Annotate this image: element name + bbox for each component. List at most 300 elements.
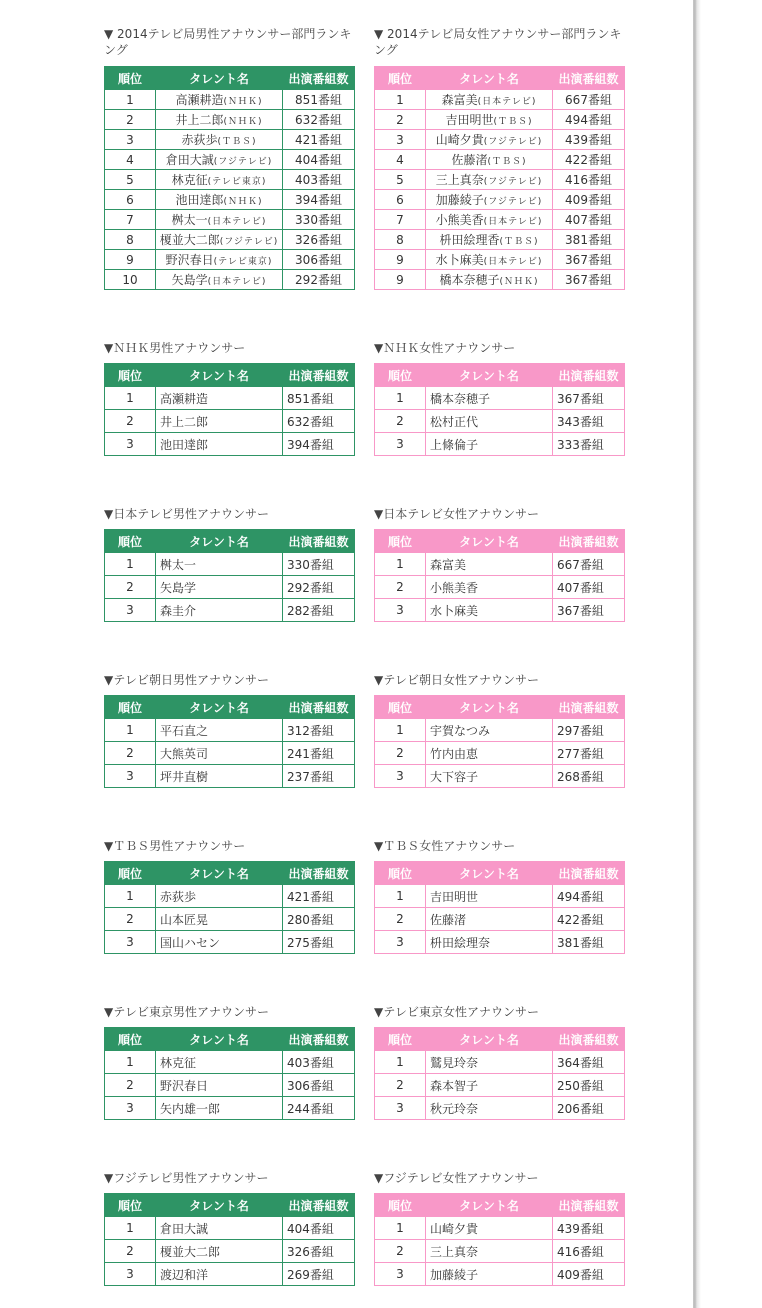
announcer-name: 枡田絵理香: [439, 233, 500, 247]
table-header-row: [375, 1028, 625, 1051]
name-cell: [156, 170, 283, 190]
announcer-name: 榎並大二郎: [160, 1244, 221, 1259]
announcer-name: 池田達郎: [160, 437, 209, 452]
table-row: [105, 765, 355, 788]
table-row: [105, 576, 355, 599]
rank-cell: 3: [375, 931, 426, 954]
header-count: 出演番組数: [283, 1194, 355, 1217]
table-row: [375, 1097, 625, 1120]
header-count: 出演番組数: [283, 862, 355, 885]
header-name: タレント名: [426, 530, 553, 553]
header-rank: 順位: [105, 530, 156, 553]
male-ranking-block: [104, 1170, 354, 1282]
female-ranking-title: ▼フジテレビ女性アナウンサー: [374, 1171, 539, 1185]
network-label: (ＮＨＫ): [223, 197, 263, 207]
name-cell: [156, 765, 283, 788]
network-label: (テレビ東京): [213, 257, 273, 267]
rank-cell: 1: [105, 1217, 156, 1240]
female-ranking-table: [374, 695, 625, 788]
table-row: [105, 250, 355, 270]
rank-cell: 9: [375, 250, 426, 270]
count-cell: 422番組: [553, 150, 625, 170]
announcer-name: 倉田大誠: [165, 153, 214, 167]
network-label: (日本テレビ): [207, 277, 267, 287]
rank-cell: 4: [105, 150, 156, 170]
name-cell: [426, 1263, 553, 1286]
name-cell: [156, 270, 283, 290]
name-cell: [156, 1097, 283, 1120]
rank-cell: 2: [375, 576, 426, 599]
male-ranking-table: [104, 1193, 355, 1286]
name-cell: [426, 1217, 553, 1240]
male-ranking-title: ▼テレビ東京男性アナウンサー: [104, 1005, 269, 1019]
table-row: [375, 719, 625, 742]
rank-cell: 1: [105, 387, 156, 410]
rank-cell: 1: [105, 719, 156, 742]
count-cell: 280番組: [283, 908, 355, 931]
male-ranking-table: [104, 363, 355, 456]
announcer-name: 大下容子: [430, 769, 479, 784]
count-cell: 439番組: [553, 1217, 625, 1240]
female-ranking-table: [374, 861, 625, 954]
header-count: 出演番組数: [283, 1028, 355, 1051]
count-cell: 421番組: [283, 885, 355, 908]
count-cell: 439番組: [553, 130, 625, 150]
count-cell: 326番組: [283, 230, 355, 250]
name-cell: [156, 553, 283, 576]
name-cell: [156, 230, 283, 250]
count-cell: 292番組: [283, 270, 355, 290]
header-rank: 順位: [105, 364, 156, 387]
name-cell: [156, 1240, 283, 1263]
rank-cell: 1: [375, 1051, 426, 1074]
male-ranking-title: ▼ 2014テレビ局男性アナウンサー部門ランキング: [104, 27, 352, 57]
count-cell: 367番組: [553, 250, 625, 270]
count-cell: 269番組: [283, 1263, 355, 1286]
name-cell: [426, 1074, 553, 1097]
network-label: (ＴＢＳ): [499, 237, 539, 247]
count-cell: 367番組: [553, 270, 625, 290]
count-cell: 326番組: [283, 1240, 355, 1263]
count-cell: 394番組: [283, 433, 355, 456]
rank-cell: 7: [105, 210, 156, 230]
count-cell: 851番組: [283, 90, 355, 110]
count-cell: 416番組: [553, 1240, 625, 1263]
table-header-row: [105, 862, 355, 885]
rank-cell: 10: [105, 270, 156, 290]
rank-cell: 3: [105, 130, 156, 150]
table-row: [375, 1074, 625, 1097]
page-edge-shadow: [693, 0, 701, 1308]
rank-cell: 1: [105, 1051, 156, 1074]
table-row: [105, 742, 355, 765]
announcer-name: 森富美: [441, 93, 478, 107]
rank-cell: 5: [375, 170, 426, 190]
male-ranking-table: [104, 861, 355, 954]
male-ranking-title: ▼日本テレビ男性アナウンサー: [104, 507, 269, 521]
name-cell: [156, 576, 283, 599]
rank-cell: 1: [105, 885, 156, 908]
table-row: [375, 433, 625, 456]
count-cell: 241番組: [283, 742, 355, 765]
male-ranking-block: [104, 340, 354, 452]
table-row: [105, 410, 355, 433]
count-cell: 250番組: [553, 1074, 625, 1097]
network-label: (フジテレビ): [213, 157, 273, 167]
female-ranking-title: ▼ＮＨＫ女性アナウンサー: [374, 341, 516, 355]
name-cell: [426, 150, 553, 170]
header-rank: 順位: [375, 1194, 426, 1217]
announcer-name: 矢内雄一郎: [160, 1101, 221, 1116]
name-cell: [426, 553, 553, 576]
table-row: [375, 742, 625, 765]
rank-cell: 3: [375, 1097, 426, 1120]
network-label: (ＴＢＳ): [487, 157, 527, 167]
rank-cell: 2: [105, 1240, 156, 1263]
rank-cell: 1: [375, 90, 426, 110]
announcer-name: 松村正代: [430, 414, 479, 429]
name-cell: [156, 599, 283, 622]
announcer-name: 枡田絵理奈: [430, 935, 491, 950]
announcer-name: 宇賀なつみ: [430, 723, 491, 738]
network-label: (フジテレビ): [483, 137, 543, 147]
count-cell: 381番組: [553, 931, 625, 954]
count-cell: 306番組: [283, 250, 355, 270]
announcer-name: 佐藤渚: [451, 153, 488, 167]
header-rank: 順位: [375, 1028, 426, 1051]
announcer-name: 国山ハセン: [160, 935, 221, 950]
network-label: (フジテレビ): [483, 197, 543, 207]
female-ranking-block: [374, 26, 624, 287]
female-ranking-table: [374, 1027, 625, 1120]
table-header-row: [375, 1194, 625, 1217]
table-header-row: [105, 67, 355, 90]
table-row: [375, 130, 625, 150]
announcer-name: 吉田明世: [445, 113, 494, 127]
announcer-name: 橋本奈穂子: [430, 391, 491, 406]
female-ranking-title: ▼日本テレビ女性アナウンサー: [374, 507, 539, 521]
header-name: タレント名: [156, 67, 283, 90]
network-label: (フジテレビ): [483, 177, 543, 187]
announcer-name: 山崎夕貴: [430, 1221, 479, 1236]
rank-cell: 9: [105, 250, 156, 270]
header-name: タレント名: [426, 862, 553, 885]
rank-cell: 2: [105, 742, 156, 765]
table-row: [375, 190, 625, 210]
rank-cell: 5: [105, 170, 156, 190]
name-cell: [426, 719, 553, 742]
male-ranking-table: [104, 695, 355, 788]
table-row: [105, 387, 355, 410]
header-name: タレント名: [426, 696, 553, 719]
header-count: 出演番組数: [553, 1194, 625, 1217]
female-ranking-table: [374, 529, 625, 622]
rank-cell: 8: [375, 230, 426, 250]
female-ranking-block: [374, 1170, 624, 1282]
rank-cell: 7: [375, 210, 426, 230]
announcer-name: 森富美: [430, 557, 467, 572]
table-row: [105, 210, 355, 230]
count-cell: 367番組: [553, 387, 625, 410]
rank-cell: 3: [105, 931, 156, 954]
female-ranking-title: ▼テレビ東京女性アナウンサー: [374, 1005, 539, 1019]
header-name: タレント名: [156, 364, 283, 387]
name-cell: [426, 1240, 553, 1263]
name-cell: [156, 742, 283, 765]
announcer-name: 井上二郎: [160, 414, 209, 429]
announcer-name: 坪井直樹: [160, 769, 209, 784]
table-row: [375, 150, 625, 170]
count-cell: 409番組: [553, 1263, 625, 1286]
count-cell: 237番組: [283, 765, 355, 788]
announcer-name: 池田達郎: [175, 193, 224, 207]
announcer-name: 佐藤渚: [430, 912, 467, 927]
header-count: 出演番組数: [283, 530, 355, 553]
name-cell: [426, 130, 553, 150]
header-rank: 順位: [375, 530, 426, 553]
name-cell: [426, 90, 553, 110]
announcer-name: 加藤綾子: [435, 193, 484, 207]
rank-cell: 3: [375, 765, 426, 788]
count-cell: 632番組: [283, 410, 355, 433]
header-rank: 順位: [375, 364, 426, 387]
rank-cell: 2: [375, 1074, 426, 1097]
count-cell: 206番組: [553, 1097, 625, 1120]
name-cell: [426, 250, 553, 270]
network-label: (日本テレビ): [483, 217, 543, 227]
female-ranking-table: [374, 363, 625, 456]
header-name: タレント名: [426, 1028, 553, 1051]
table-row: [105, 230, 355, 250]
announcer-name: 野沢春日: [165, 253, 214, 267]
count-cell: 667番組: [553, 553, 625, 576]
name-cell: [156, 90, 283, 110]
table-row: [105, 1263, 355, 1286]
announcer-name: 平石直之: [160, 723, 209, 738]
name-cell: [426, 576, 553, 599]
header-name: タレント名: [156, 696, 283, 719]
table-row: [375, 908, 625, 931]
table-row: [375, 1051, 625, 1074]
table-header-row: [375, 862, 625, 885]
name-cell: [426, 387, 553, 410]
table-row: [105, 1240, 355, 1263]
header-count: 出演番組数: [283, 364, 355, 387]
name-cell: [156, 150, 283, 170]
count-cell: 394番組: [283, 190, 355, 210]
count-cell: 851番組: [283, 387, 355, 410]
header-rank: 順位: [375, 862, 426, 885]
count-cell: 409番組: [553, 190, 625, 210]
count-cell: 407番組: [553, 576, 625, 599]
header-count: 出演番組数: [553, 364, 625, 387]
name-cell: [426, 931, 553, 954]
male-ranking-title: ▼ＴＢＳ男性アナウンサー: [104, 839, 246, 853]
name-cell: [156, 110, 283, 130]
table-row: [375, 931, 625, 954]
table-row: [375, 1217, 625, 1240]
count-cell: 306番組: [283, 1074, 355, 1097]
table-row: [105, 150, 355, 170]
table-row: [375, 110, 625, 130]
table-header-row: [105, 364, 355, 387]
table-row: [375, 250, 625, 270]
rank-cell: 6: [105, 190, 156, 210]
announcer-name: 榎並大二郎: [159, 233, 220, 247]
female-ranking-table: [374, 66, 625, 290]
network-label: (テレビ東京): [207, 177, 267, 187]
name-cell: [426, 765, 553, 788]
announcer-name: 林克征: [160, 1055, 197, 1070]
table-row: [375, 230, 625, 250]
announcer-name: 渡辺和洋: [160, 1267, 209, 1282]
table-header-row: [105, 696, 355, 719]
count-cell: 404番組: [283, 1217, 355, 1240]
female-ranking-title: ▼テレビ朝日女性アナウンサー: [374, 673, 539, 687]
male-ranking-block: [104, 506, 354, 618]
network-label: (ＴＢＳ): [493, 117, 533, 127]
announcer-name: 三上真奈: [435, 173, 484, 187]
network-label: (ＮＨＫ): [223, 117, 263, 127]
announcer-name: 野沢春日: [160, 1078, 209, 1093]
count-cell: 403番組: [283, 1051, 355, 1074]
female-ranking-title: ▼ＴＢＳ女性アナウンサー: [374, 839, 516, 853]
network-label: (フジテレビ): [219, 237, 279, 247]
name-cell: [426, 908, 553, 931]
rank-cell: 2: [375, 1240, 426, 1263]
announcer-name: 加藤綾子: [430, 1267, 479, 1282]
rank-cell: 3: [105, 765, 156, 788]
name-cell: [156, 908, 283, 931]
table-header-row: [105, 1028, 355, 1051]
table-row: [105, 270, 355, 290]
count-cell: 330番組: [283, 553, 355, 576]
rank-cell: 3: [375, 599, 426, 622]
count-cell: 277番組: [553, 742, 625, 765]
announcer-name: 森本智子: [430, 1078, 479, 1093]
table-header-row: [375, 67, 625, 90]
table-row: [105, 170, 355, 190]
name-cell: [156, 1074, 283, 1097]
announcer-name: 山崎夕貴: [435, 133, 484, 147]
announcer-name: 桝太一: [171, 213, 208, 227]
table-row: [375, 387, 625, 410]
table-row: [105, 1074, 355, 1097]
announcer-name: 矢島学: [160, 580, 197, 595]
name-cell: [156, 250, 283, 270]
name-cell: [426, 210, 553, 230]
table-row: [105, 719, 355, 742]
female-ranking-block: [374, 838, 624, 950]
name-cell: [426, 230, 553, 250]
network-label: (ＮＨＫ): [223, 97, 263, 107]
name-cell: [156, 130, 283, 150]
name-cell: [156, 719, 283, 742]
count-cell: 403番組: [283, 170, 355, 190]
network-label: (ＴＢＳ): [217, 137, 257, 147]
announcer-name: 水卜麻美: [435, 253, 484, 267]
announcer-name: 大熊英司: [160, 746, 209, 761]
header-name: タレント名: [426, 1194, 553, 1217]
count-cell: 494番組: [553, 110, 625, 130]
rank-cell: 3: [105, 1097, 156, 1120]
table-row: [375, 210, 625, 230]
count-cell: 667番組: [553, 90, 625, 110]
rank-cell: 3: [375, 433, 426, 456]
count-cell: 632番組: [283, 110, 355, 130]
name-cell: [156, 387, 283, 410]
rank-cell: 2: [105, 1074, 156, 1097]
name-cell: [426, 885, 553, 908]
male-ranking-table: [104, 529, 355, 622]
table-header-row: [105, 530, 355, 553]
announcer-name: 赤荻歩: [181, 133, 218, 147]
count-cell: 312番組: [283, 719, 355, 742]
count-cell: 416番組: [553, 170, 625, 190]
name-cell: [156, 1051, 283, 1074]
rank-cell: 8: [105, 230, 156, 250]
header-rank: 順位: [105, 862, 156, 885]
announcer-name: 三上真奈: [430, 1244, 479, 1259]
male-ranking-table: [104, 66, 355, 290]
table-header-row: [105, 1194, 355, 1217]
count-cell: 343番組: [553, 410, 625, 433]
header-name: タレント名: [426, 364, 553, 387]
announcer-name: 小熊美香: [435, 213, 484, 227]
name-cell: [426, 190, 553, 210]
rank-cell: 1: [375, 1217, 426, 1240]
name-cell: [426, 433, 553, 456]
male-ranking-block: [104, 838, 354, 950]
table-row: [105, 1217, 355, 1240]
female-ranking-block: [374, 506, 624, 618]
announcer-name: 赤荻歩: [160, 889, 197, 904]
count-cell: 275番組: [283, 931, 355, 954]
rank-cell: 9: [375, 270, 426, 290]
announcer-name: 桝太一: [160, 557, 197, 572]
announcer-name: 水卜麻美: [430, 603, 479, 618]
announcer-name: 橋本奈穂子: [439, 273, 500, 287]
male-ranking-title: ▼フジテレビ男性アナウンサー: [104, 1171, 269, 1185]
network-label: (ＮＨＫ): [499, 277, 539, 287]
name-cell: [426, 410, 553, 433]
table-row: [105, 885, 355, 908]
announcer-name: 高瀬耕造: [175, 93, 224, 107]
rank-cell: 1: [375, 553, 426, 576]
count-cell: 268番組: [553, 765, 625, 788]
name-cell: [426, 599, 553, 622]
table-header-row: [375, 530, 625, 553]
female-ranking-block: [374, 672, 624, 784]
name-cell: [156, 1263, 283, 1286]
table-row: [105, 931, 355, 954]
announcer-name: 倉田大誠: [160, 1221, 209, 1236]
rank-cell: 1: [375, 719, 426, 742]
table-row: [375, 765, 625, 788]
female-ranking-block: [374, 340, 624, 452]
name-cell: [426, 170, 553, 190]
header-name: タレント名: [426, 67, 553, 90]
announcer-name: 林克征: [171, 173, 208, 187]
announcer-name: 山本匠晃: [160, 912, 209, 927]
rank-cell: 3: [105, 599, 156, 622]
table-row: [105, 130, 355, 150]
name-cell: [426, 742, 553, 765]
name-cell: [156, 210, 283, 230]
rank-cell: 2: [375, 110, 426, 130]
male-ranking-block: [104, 26, 354, 287]
header-rank: 順位: [105, 67, 156, 90]
